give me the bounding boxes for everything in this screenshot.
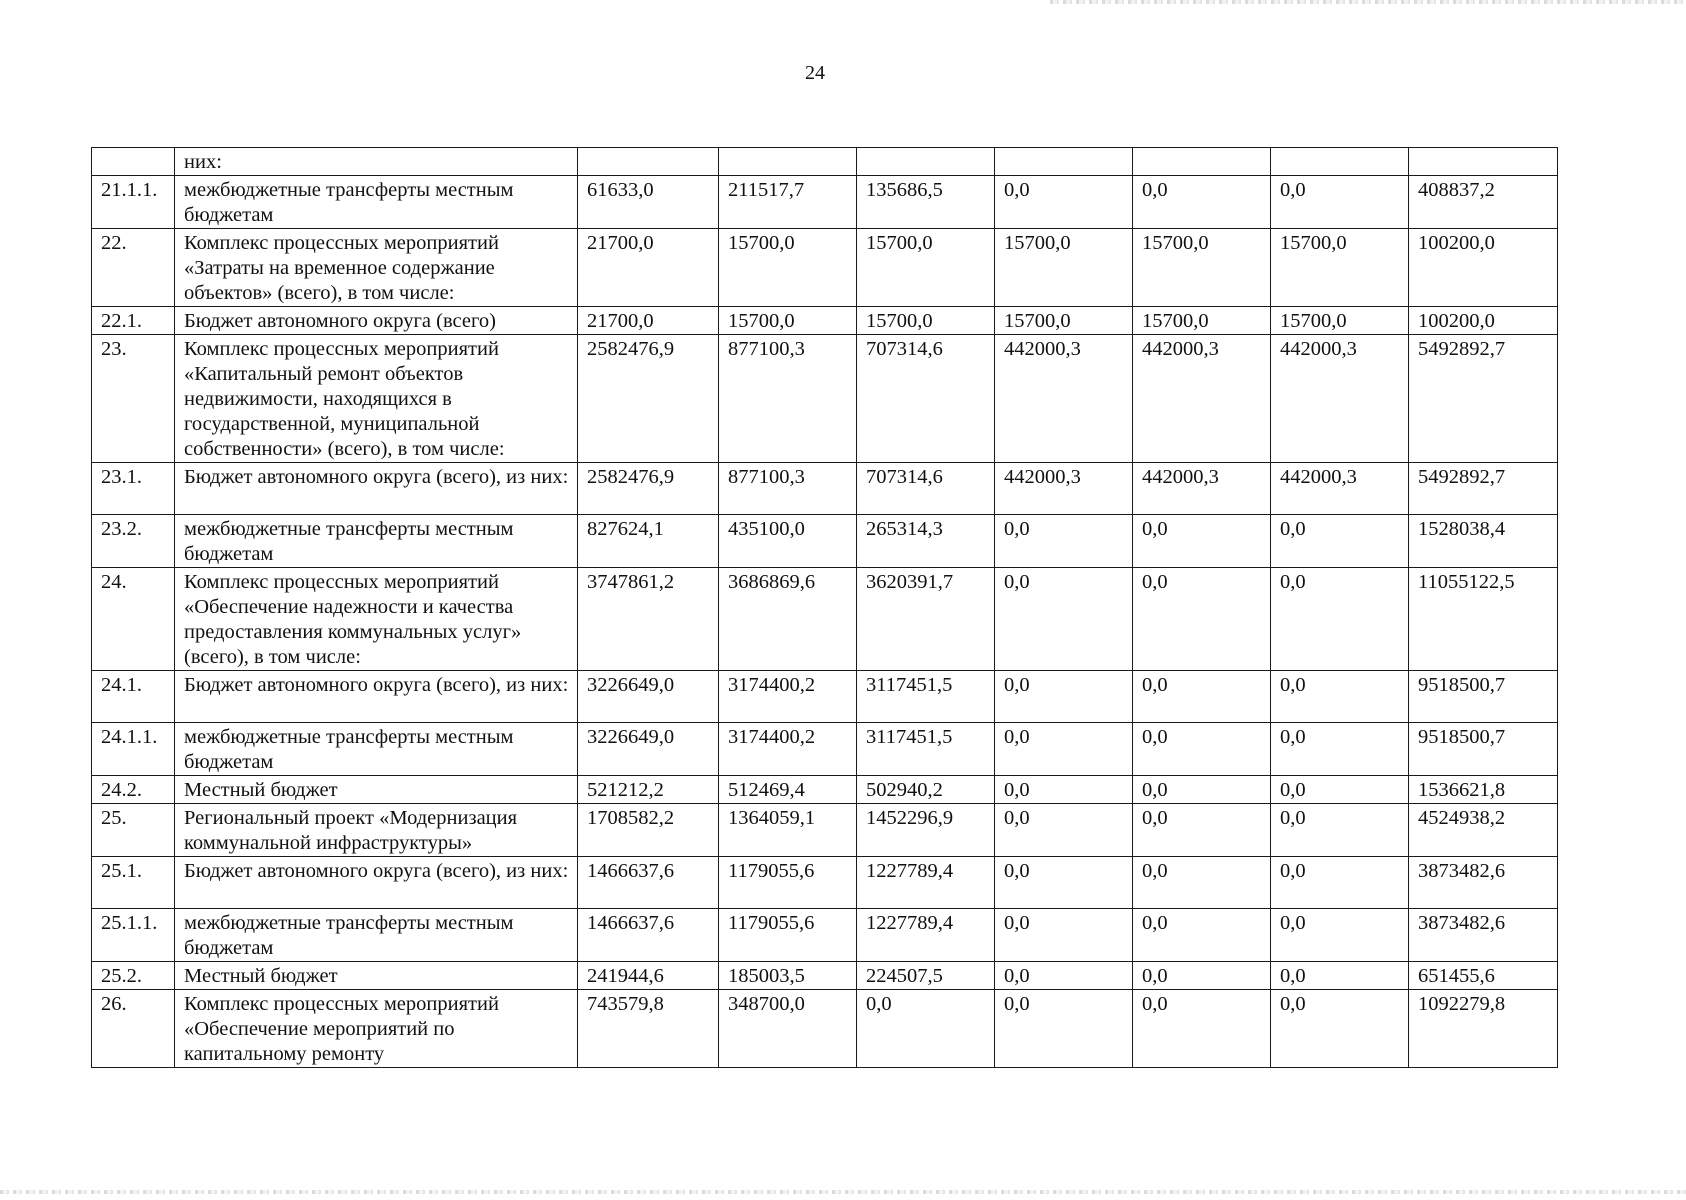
table-row: [92, 671, 1558, 723]
row-value-cell: 4524938,2: [1409, 804, 1558, 857]
table-body: [92, 148, 1558, 1068]
row-name-cell: межбюджетные трансферты местным бюджетам: [175, 723, 578, 776]
row-code-cell: 23.2.: [92, 515, 175, 568]
row-code-cell: 25.2.: [92, 962, 175, 990]
row-value-cell: 0,0: [1271, 804, 1409, 857]
row-name-cell: Комплекс процессных мероприятий «Обеспечение мероприятий по капитальному ремонту: [175, 990, 578, 1068]
row-name-cell: межбюджетные трансферты местным бюджетам: [175, 176, 578, 229]
row-value-cell: 2582476,9: [578, 463, 719, 515]
row-value-cell: 442000,3: [995, 463, 1133, 515]
row-value-cell: 3117451,5: [857, 723, 995, 776]
row-name-cell: межбюджетные трансферты местным бюджетам: [175, 515, 578, 568]
row-value-cell: 0,0: [995, 568, 1133, 671]
row-value-cell: 0,0: [995, 804, 1133, 857]
row-value-cell: [1271, 148, 1409, 176]
row-name-cell: Комплекс процессных мероприятий «Обеспечение надежности и качества предоставления коммунальных услуг» (всего), в том числе:: [175, 568, 578, 671]
row-name-cell: Комплекс процессных мероприятий «Затраты на временное содержание объектов» (всего), в том числе:: [175, 229, 578, 307]
table-row: [92, 723, 1558, 776]
row-value-cell: 3174400,2: [719, 671, 857, 723]
row-value-cell: 0,0: [1133, 776, 1271, 804]
row-value-cell: 9518500,7: [1409, 723, 1558, 776]
row-name-cell: Местный бюджет: [175, 962, 578, 990]
row-value-cell: 3686869,6: [719, 568, 857, 671]
row-value-cell: 0,0: [1271, 176, 1409, 229]
row-value-cell: 1179055,6: [719, 909, 857, 962]
row-value-cell: 442000,3: [1271, 463, 1409, 515]
row-value-cell: 15700,0: [995, 229, 1133, 307]
row-value-cell: 0,0: [995, 776, 1133, 804]
row-value-cell: 3117451,5: [857, 671, 995, 723]
row-value-cell: 0,0: [1133, 723, 1271, 776]
row-value-cell: 0,0: [1271, 568, 1409, 671]
row-code-cell: 25.: [92, 804, 175, 857]
row-value-cell: 442000,3: [1133, 463, 1271, 515]
row-value-cell: 9518500,7: [1409, 671, 1558, 723]
row-value-cell: 3747861,2: [578, 568, 719, 671]
row-value-cell: 0,0: [995, 962, 1133, 990]
row-value-cell: 0,0: [995, 909, 1133, 962]
table-row: [92, 307, 1558, 335]
table-row: [92, 229, 1558, 307]
budget-table: [91, 147, 1558, 1068]
row-value-cell: 0,0: [1133, 804, 1271, 857]
row-value-cell: 15700,0: [719, 229, 857, 307]
row-value-cell: 0,0: [995, 176, 1133, 229]
table-row: [92, 335, 1558, 463]
row-code-cell: 26.: [92, 990, 175, 1068]
row-value-cell: 0,0: [1133, 962, 1271, 990]
scan-edge-top: [1050, 0, 1686, 4]
row-value-cell: 0,0: [1271, 776, 1409, 804]
row-value-cell: 0,0: [995, 990, 1133, 1068]
row-name-cell: Региональный проект «Модернизация коммунальной инфраструктуры»: [175, 804, 578, 857]
row-name-cell: Бюджет автономного округа (всего), из них:: [175, 671, 578, 723]
row-value-cell: 0,0: [995, 857, 1133, 909]
row-value-cell: 0,0: [1271, 671, 1409, 723]
row-value-cell: 185003,5: [719, 962, 857, 990]
row-code-cell: [92, 148, 175, 176]
row-value-cell: [857, 148, 995, 176]
row-value-cell: 0,0: [1271, 909, 1409, 962]
row-value-cell: 3620391,7: [857, 568, 995, 671]
row-value-cell: 0,0: [995, 671, 1133, 723]
row-code-cell: 21.1.1.: [92, 176, 175, 229]
row-value-cell: 1708582,2: [578, 804, 719, 857]
row-name-cell: Бюджет автономного округа (всего), из них:: [175, 857, 578, 909]
row-value-cell: [578, 148, 719, 176]
row-value-cell: 0,0: [1133, 515, 1271, 568]
row-code-cell: 23.: [92, 335, 175, 463]
row-value-cell: 512469,4: [719, 776, 857, 804]
row-value-cell: 0,0: [995, 723, 1133, 776]
row-name-cell: Комплекс процессных мероприятий «Капитальный ремонт объектов недвижимости, находящихся в государственной, муниципальной собственности» (всего), в том числе:: [175, 335, 578, 463]
row-value-cell: 3226649,0: [578, 723, 719, 776]
table-row: [92, 176, 1558, 229]
row-name-cell: Бюджет автономного округа (всего), из них:: [175, 463, 578, 515]
row-code-cell: 24.1.: [92, 671, 175, 723]
row-value-cell: 15700,0: [1271, 229, 1409, 307]
row-value-cell: 211517,7: [719, 176, 857, 229]
row-value-cell: 1092279,8: [1409, 990, 1558, 1068]
row-value-cell: 0,0: [1133, 990, 1271, 1068]
table-row: [92, 463, 1558, 515]
row-value-cell: 15700,0: [857, 229, 995, 307]
table-row: [92, 148, 1558, 176]
row-name-cell: Бюджет автономного округа (всего): [175, 307, 578, 335]
row-value-cell: 0,0: [1133, 909, 1271, 962]
row-value-cell: 1452296,9: [857, 804, 995, 857]
table-row: [92, 515, 1558, 568]
table-row: [92, 568, 1558, 671]
row-value-cell: 0,0: [1133, 857, 1271, 909]
row-value-cell: 3873482,6: [1409, 909, 1558, 962]
row-code-cell: 22.1.: [92, 307, 175, 335]
row-value-cell: 827624,1: [578, 515, 719, 568]
row-code-cell: 22.: [92, 229, 175, 307]
row-value-cell: 1466637,6: [578, 909, 719, 962]
row-value-cell: 135686,5: [857, 176, 995, 229]
row-name-cell: них:: [175, 148, 578, 176]
row-value-cell: 502940,2: [857, 776, 995, 804]
row-value-cell: 11055122,5: [1409, 568, 1558, 671]
page-number: 24: [805, 62, 825, 84]
row-value-cell: 224507,5: [857, 962, 995, 990]
row-value-cell: 0,0: [1271, 515, 1409, 568]
row-value-cell: 707314,6: [857, 335, 995, 463]
row-name-cell: межбюджетные трансферты местным бюджетам: [175, 909, 578, 962]
row-value-cell: 1364059,1: [719, 804, 857, 857]
row-value-cell: 2582476,9: [578, 335, 719, 463]
row-value-cell: [1133, 148, 1271, 176]
row-value-cell: 651455,6: [1409, 962, 1558, 990]
row-value-cell: 1536621,8: [1409, 776, 1558, 804]
row-value-cell: 1528038,4: [1409, 515, 1558, 568]
row-value-cell: 442000,3: [1133, 335, 1271, 463]
row-value-cell: 0,0: [1133, 176, 1271, 229]
row-value-cell: [719, 148, 857, 176]
row-value-cell: 0,0: [1133, 568, 1271, 671]
row-code-cell: 24.: [92, 568, 175, 671]
table-row: [92, 990, 1558, 1068]
table-row: [92, 776, 1558, 804]
table-row: [92, 962, 1558, 990]
scan-edge-bottom: [0, 1190, 1686, 1194]
row-value-cell: 707314,6: [857, 463, 995, 515]
row-value-cell: 521212,2: [578, 776, 719, 804]
row-value-cell: 61633,0: [578, 176, 719, 229]
table-row: [92, 909, 1558, 962]
row-value-cell: 408837,2: [1409, 176, 1558, 229]
row-value-cell: 5492892,7: [1409, 463, 1558, 515]
row-value-cell: 265314,3: [857, 515, 995, 568]
row-value-cell: 15700,0: [1133, 229, 1271, 307]
row-value-cell: 3174400,2: [719, 723, 857, 776]
row-value-cell: 15700,0: [857, 307, 995, 335]
row-value-cell: 0,0: [1271, 857, 1409, 909]
row-value-cell: 877100,3: [719, 335, 857, 463]
row-value-cell: 15700,0: [719, 307, 857, 335]
row-value-cell: 3226649,0: [578, 671, 719, 723]
row-value-cell: 442000,3: [1271, 335, 1409, 463]
row-value-cell: 743579,8: [578, 990, 719, 1068]
row-value-cell: 241944,6: [578, 962, 719, 990]
table-row: [92, 804, 1558, 857]
row-value-cell: 348700,0: [719, 990, 857, 1068]
row-value-cell: 0,0: [1271, 723, 1409, 776]
row-name-cell: Местный бюджет: [175, 776, 578, 804]
row-value-cell: 15700,0: [1133, 307, 1271, 335]
row-value-cell: 1466637,6: [578, 857, 719, 909]
row-value-cell: 1179055,6: [719, 857, 857, 909]
table-row: [92, 857, 1558, 909]
row-value-cell: 100200,0: [1409, 307, 1558, 335]
row-value-cell: 3873482,6: [1409, 857, 1558, 909]
row-value-cell: 15700,0: [1271, 307, 1409, 335]
row-code-cell: 24.2.: [92, 776, 175, 804]
row-value-cell: 0,0: [1271, 990, 1409, 1068]
row-value-cell: 100200,0: [1409, 229, 1558, 307]
row-value-cell: 21700,0: [578, 307, 719, 335]
row-value-cell: 15700,0: [995, 307, 1133, 335]
row-value-cell: 435100,0: [719, 515, 857, 568]
row-value-cell: 0,0: [1271, 962, 1409, 990]
row-code-cell: 23.1.: [92, 463, 175, 515]
row-code-cell: 24.1.1.: [92, 723, 175, 776]
row-value-cell: 0,0: [857, 990, 995, 1068]
row-value-cell: 0,0: [1133, 671, 1271, 723]
row-value-cell: [1409, 148, 1558, 176]
row-value-cell: 877100,3: [719, 463, 857, 515]
row-code-cell: 25.1.1.: [92, 909, 175, 962]
row-value-cell: 0,0: [995, 515, 1133, 568]
row-value-cell: 442000,3: [995, 335, 1133, 463]
row-value-cell: 1227789,4: [857, 857, 995, 909]
row-value-cell: 1227789,4: [857, 909, 995, 962]
row-code-cell: 25.1.: [92, 857, 175, 909]
row-value-cell: 5492892,7: [1409, 335, 1558, 463]
row-value-cell: [995, 148, 1133, 176]
row-value-cell: 21700,0: [578, 229, 719, 307]
